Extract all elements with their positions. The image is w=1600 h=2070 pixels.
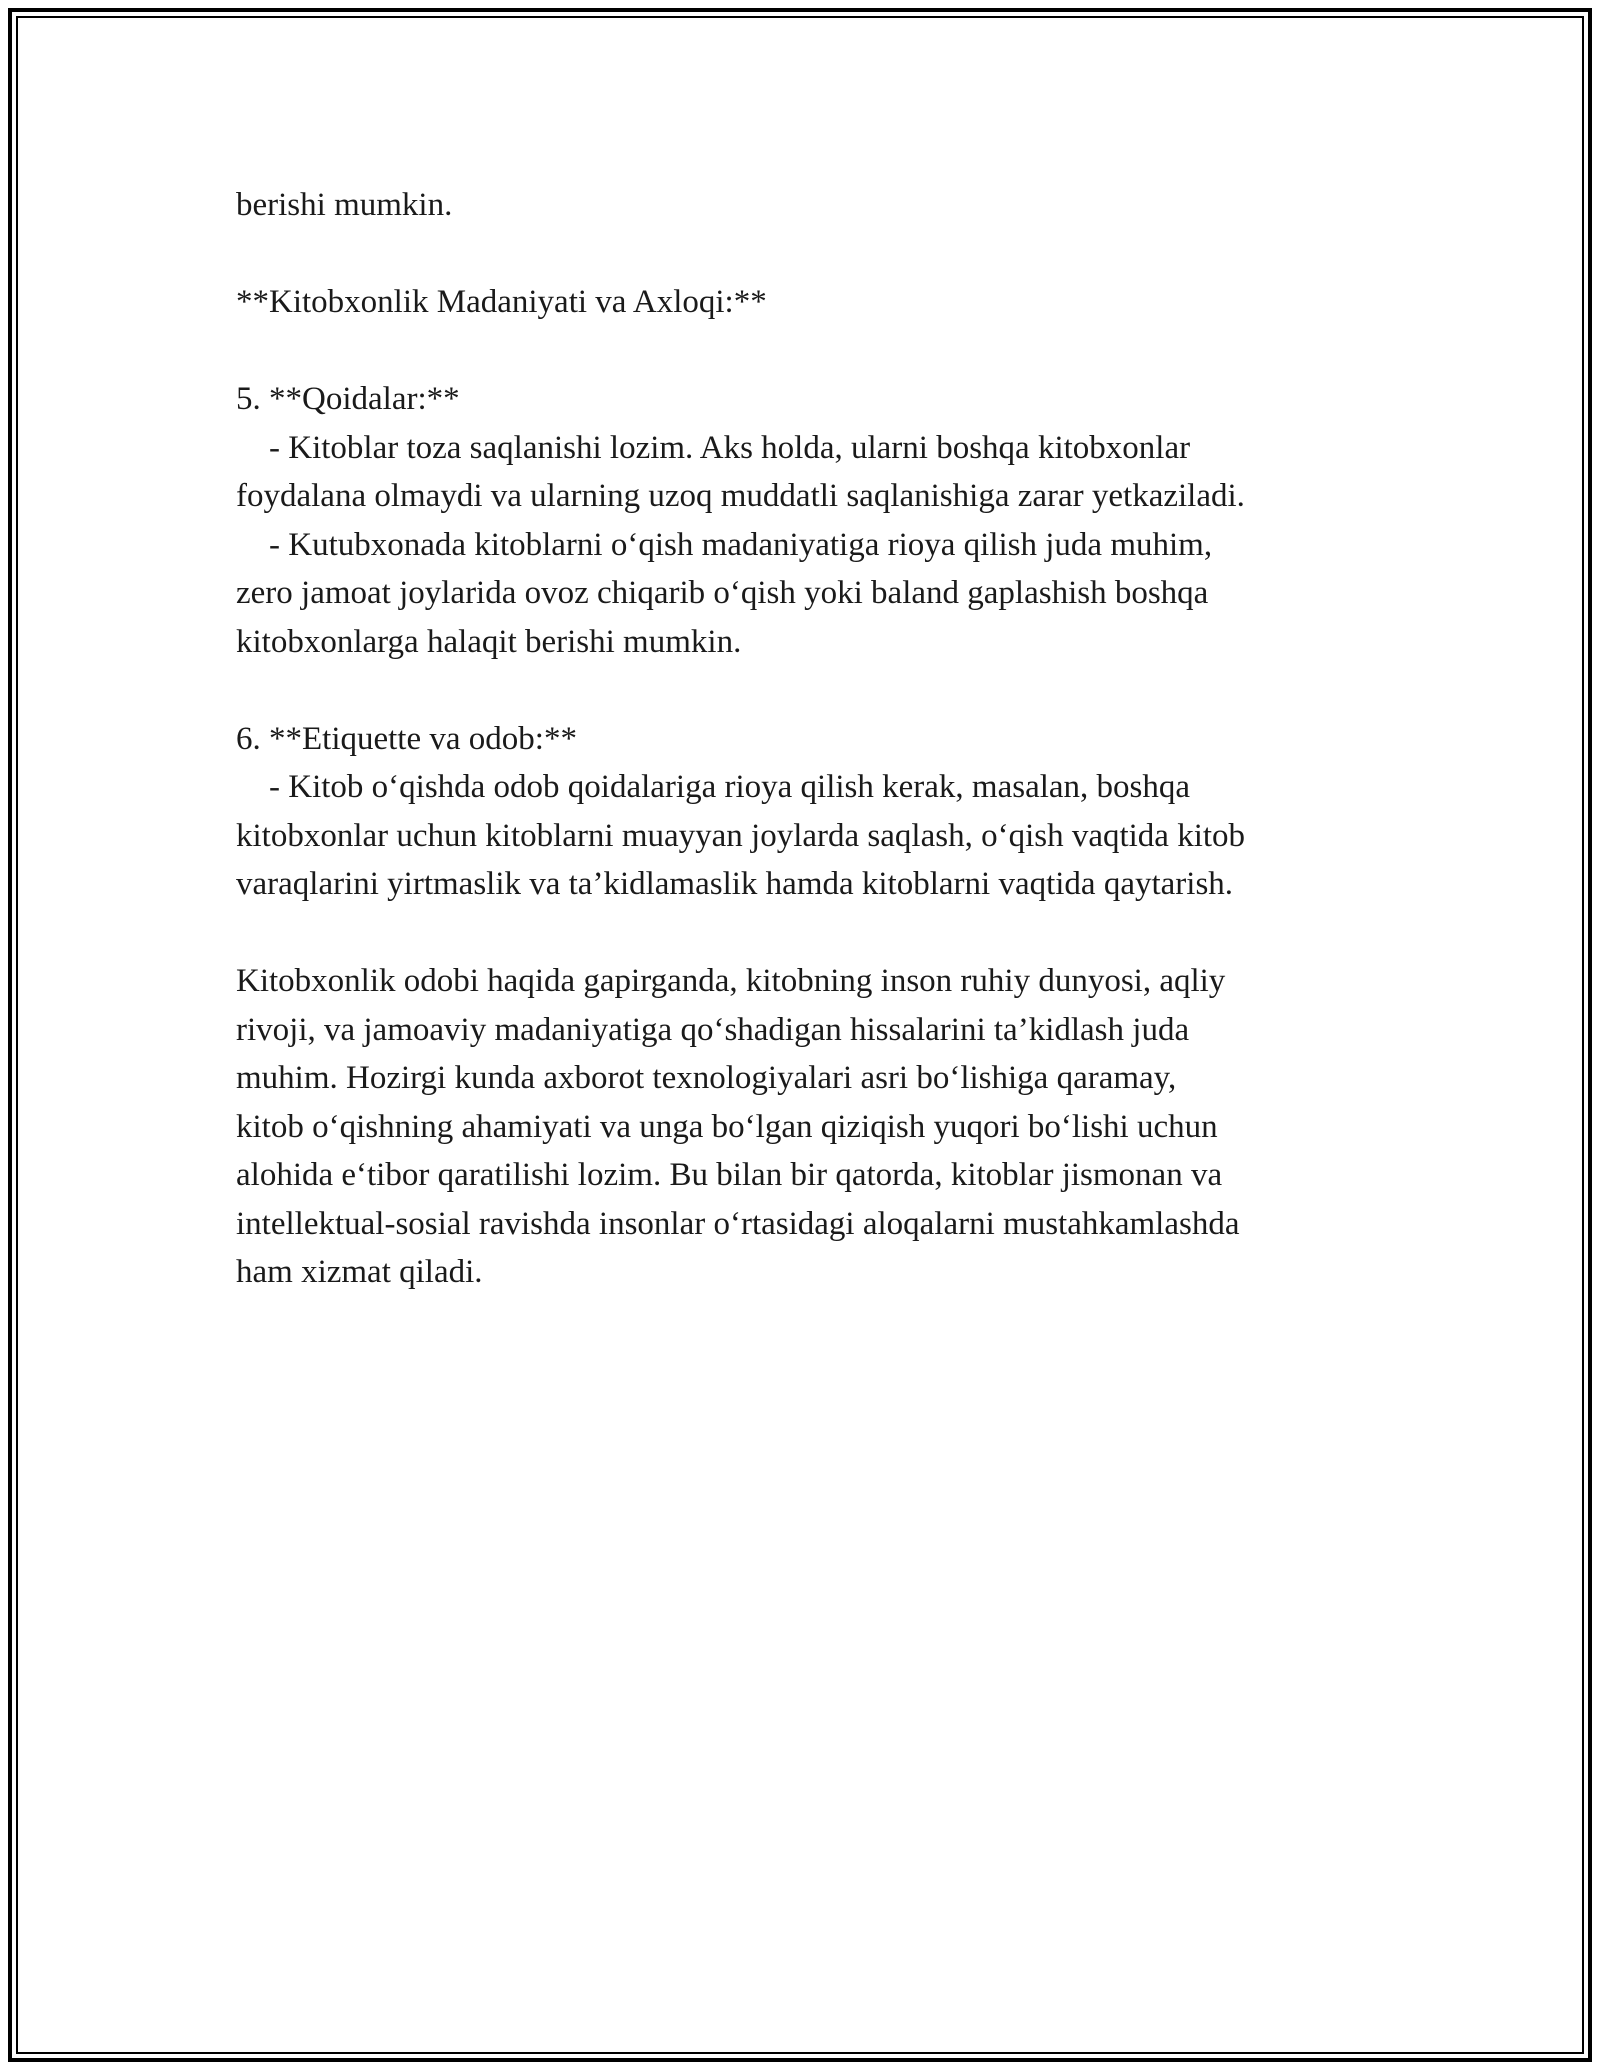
conclusion-line: rivoji, va jamoaviy madaniyatiga qo‘shadigan hissalarini ta’kidlash juda — [236, 1011, 1190, 1048]
conclusion-line: kitob o‘qishning ahamiyati va unga bo‘lgan qiziqish yuqori bo‘lishi uchun — [236, 1108, 1218, 1145]
item-5-line: - Kitoblar toza saqlanishi lozim. Aks holda, ularni boshqa kitobxonlar — [236, 429, 1191, 466]
spacer — [236, 230, 1416, 279]
spacer — [236, 327, 1416, 376]
conclusion-line: Kitobxonlik odobi haqida gapirganda, kitobning inson ruhiy dunyosi, aqliy — [236, 963, 1226, 999]
document-body — [236, 181, 1416, 1297]
item-5-line: zero jamoat joylarida ovoz chiqarib o‘qish yoki baland gaplashish boshqa — [236, 575, 1209, 611]
conclusion-line: intellektual-sosial ravishda insonlar o‘rtasidagi aloqalarni mustahkamlashda — [236, 1205, 1240, 1242]
conclusion-line: muhim. Hozirgi kunda axborot texnologiyalari asri bo‘lishiga qaramay, — [236, 1060, 1177, 1096]
conclusion-line: ham xizmat qiladi. — [236, 1254, 483, 1290]
item-6-line: - Kitob o‘qishda odob qoidalariga rioya qilish kerak, masalan, boshqa — [236, 769, 1191, 805]
spacer — [236, 666, 1416, 715]
conclusion-line: alohida e‘tibor qaratilishi lozim. Bu bilan bir qatorda, kitoblar jismonan va — [236, 1157, 1223, 1193]
item-6-line: kitobxonlar uchun kitoblarni muayyan joylarda saqlash, o‘qish vaqtida kitob — [236, 817, 1246, 854]
section-heading: **Kitobxonlik Madaniyati va Axloqi:** — [236, 284, 767, 320]
item-5-line: kitobxonlarga halaqit berishi mumkin. — [236, 623, 742, 660]
item-6-line: varaqlarini yirtmaslik va ta’kidlamaslik hamda kitoblarni vaqtida qaytarish. — [236, 866, 1234, 902]
intro-tail: berishi mumkin. — [236, 187, 453, 223]
spacer — [236, 909, 1416, 958]
item-5-heading: 5. **Qoidalar:** — [236, 381, 460, 417]
item-6-heading: 6. **Etiquette va odob:** — [236, 720, 577, 757]
item-5-line: foydalana olmaydi va ularning uzoq muddatli saqlanishiga zarar yetkaziladi. — [236, 478, 1245, 514]
item-5-line: - Kutubxonada kitoblarni o‘qish madaniyatiga rioya qilish juda muhim, — [236, 526, 1213, 563]
